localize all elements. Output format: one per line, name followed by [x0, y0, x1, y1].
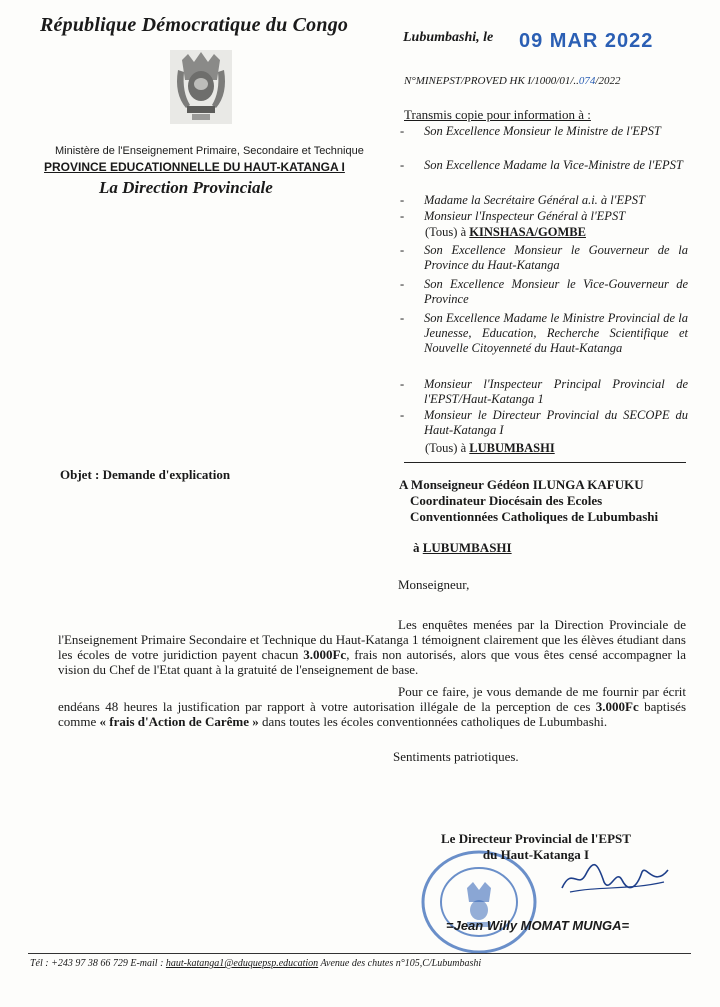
footer-phone: Tél : +243 97 38 66 729: [30, 958, 128, 969]
body-paragraph-2: Pour ce faire, je vous demande de me fournir par écrit endéans 48 heures la justification par rapport à votre autorisation illégale de la perception de ces 3.000Fc baptisés comme « frais d'Action de Carême » dans toutes les écoles conventionnées catholiques de Lubumbashi.: [58, 684, 687, 729]
addressee-line: Coordinateur Diocésain des Ecoles: [410, 493, 603, 508]
destination-kinshasa: KINSHASA/GOMBE: [469, 225, 586, 239]
recipient-item: - Son Excellence Monsieur le Ministre de l'EPST: [400, 124, 661, 138]
recipient-item: - Son Excellence Madame le Ministre Provincial de la Jeunesse, Education, Recherche Scientifique et Nouvelle Citoyenneté du Haut-Katanga: [400, 311, 688, 355]
salutation: Monseigneur,: [398, 577, 470, 592]
subject-text: Demande d'explication: [102, 467, 231, 482]
fee-name: « frais d'Action de Carême »: [99, 714, 259, 729]
coat-of-arms-icon: [170, 50, 232, 124]
recipient-item: - Monsieur le Directeur Provincial du SECOPE du Haut-Katanga I: [400, 408, 688, 437]
addressee-destination: à LUBUMBASHI: [413, 540, 512, 555]
recipient-item: - Monsieur l'Inspecteur Principal Provincial de l'EPST/Haut-Katanga 1: [400, 377, 688, 406]
signatory-name: =Jean Willy MOMAT MUNGA=: [446, 918, 630, 933]
closing: Sentiments patriotiques.: [393, 749, 519, 764]
amount: 3.000Fc: [595, 699, 639, 714]
reference-prefix: N°MINEPST/PROVED HK I/1000/01/..: [404, 75, 579, 87]
date-stamp: 09 MAR 2022: [519, 30, 654, 52]
addressee-block: [399, 477, 658, 525]
footer: Tél : +243 97 38 66 729 E-mail : haut-katanga1@eduquepsp.education Avenue des chutes n°105,C/Lubumbashi: [30, 958, 482, 969]
footer-divider: [28, 953, 691, 954]
reference-handwritten-number: 074: [578, 75, 596, 87]
addressee-line: Conventionnées Catholiques de Lubumbashi: [410, 509, 659, 524]
divider: [404, 462, 686, 463]
signatory-title: Le Directeur Provincial de l'EPST du Haut-Katanga I: [441, 831, 631, 862]
recipient-item: - Son Excellence Monsieur le Vice-Gouverneur de Province: [400, 277, 688, 306]
recipient-item: - Madame la Secrétaire Général a.i. à l'EPST: [400, 193, 645, 207]
country-title: République Démocratique du Congo: [40, 14, 349, 36]
ministry-name: Ministère de l'Enseignement Primaire, Secondaire et Technique: [55, 145, 364, 157]
recipient-item: - Son Excellence Madame la Vice-Ministre de l'EPST: [400, 158, 683, 172]
destination-lubumbashi: LUBUMBASHI: [469, 441, 555, 455]
body-paragraph-1: Les enquêtes menées par la Direction Provinciale de l'Enseignement Primaire Secondaire et Technique du Haut-Katanga 1 témoignent clairement que les élèves étudiant dans les écoles de votre juridiction payent chacun 3.000Fc, frais non autorisés, alors que vous êtes censé accompagner la vision du Chef de l'Etat quant à la gratuité de l'enseignement de base.: [58, 617, 686, 677]
transmis-title: Transmis copie pour information à :: [404, 107, 591, 122]
reference-number: [404, 75, 620, 87]
recipients-destination: (Tous) à KINSHASA/GOMBE: [425, 225, 586, 239]
recipients-destination: (Tous) à LUBUMBASHI: [425, 441, 555, 455]
subject-line: Objet : Demande d'explication: [60, 467, 231, 482]
province-name: PROVINCE EDUCATIONNELLE DU HAUT-KATANGA I: [44, 160, 345, 174]
handwritten-signature-icon: [560, 860, 670, 896]
place-label: Lubumbashi, le: [403, 30, 494, 45]
amount: 3.000Fc: [303, 647, 347, 662]
footer-email-link[interactable]: haut-katanga1@eduquepsp.education: [165, 958, 319, 969]
reference-suffix: /2022: [595, 75, 621, 87]
direction-name: La Direction Provinciale: [99, 178, 273, 197]
recipient-item: - Monsieur l'Inspecteur Général à l'EPST: [400, 209, 626, 223]
addressee-line: A Monseigneur Gédéon ILUNGA KAFUKU: [399, 477, 644, 492]
footer-address: Avenue des chutes n°105,C/Lubumbashi: [320, 958, 482, 969]
recipient-item: - Son Excellence Monsieur le Gouverneur de la Province du Haut-Katanga: [400, 243, 688, 272]
